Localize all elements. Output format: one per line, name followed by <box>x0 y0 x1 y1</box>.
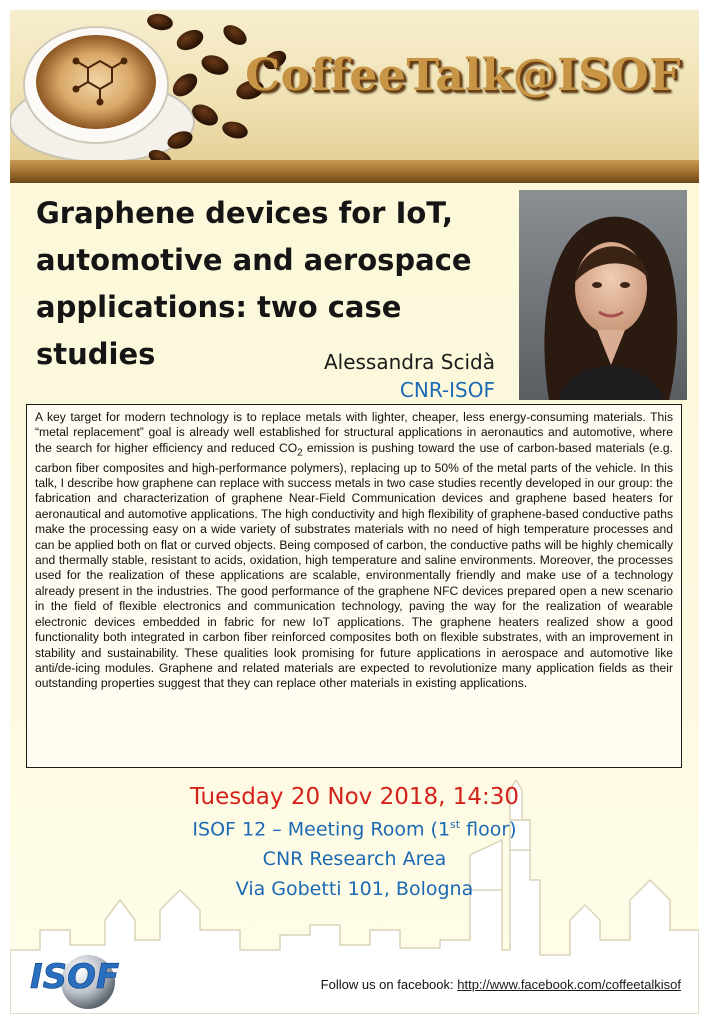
speaker-affiliation: CNR-ISOF <box>399 378 495 402</box>
event-room <box>10 818 699 840</box>
poster <box>10 10 699 1014</box>
event-area: CNR Research Area <box>262 848 447 870</box>
abstract-text-part2: emission is pushing toward the use of carbon-based materials (e.g. carbon fiber composites and high-performance polymers), replacing up to 50% of the metal parts of the vehicle. In this talk, I describe how graphene can replace with success metals in two case studies recently developed in our group: the fabrication and characterization of graphene Near-Field Communication devices and graphene based heaters for aeronautical and automotive applications. The high conductivity and high flexibility of graphene-based conductive paths make the processing easy on a wide variety of substrates materials with no need of high temperature processes and can be applied both on flat or curved objects. Being composed of carbon, the conductive paths will be highly chemically and thermally stable, resistant to acids, oxidation, high temperature and saline environments. Moreover, the processes used for the realization of these applications are scalable, environmentally friendly and make use of a technology already present in the industries. The good performance of the graphene NFC devices prepared open a new scenario in the field of flexible electronics and communication technology, paving the way for the realization of wearable electronic devices embedded in fabric for new IoT applications. The graphene heaters realized show a good functionality both integrated in carbon fiber reinforced composites both on flexible substrates, with an improvement in stability and sustainability. These qualities look promising for future applications in aerospace and automotive like anti/de-icing modules. Graphene and related materials are expected to revolutionize many application fields as their outstanding properties suggest that they can replace other materials in existing applications. <box>35 440 673 691</box>
isof-logo <box>24 940 142 1012</box>
event-room-suffix: floor) <box>460 818 517 841</box>
banner-stripe <box>10 160 699 183</box>
talk-title-line-3: applications: two case studies <box>36 290 402 371</box>
isof-logo-text: ISOF <box>30 957 120 997</box>
portrait-photo <box>519 190 687 400</box>
co2-subscript: 2 <box>297 447 303 459</box>
talk-title-line-1: Graphene devices for IoT, <box>36 196 453 230</box>
speaker-name: Alessandra Scidà <box>323 350 495 374</box>
header-banner <box>10 10 699 183</box>
follow-line <box>321 977 681 992</box>
event-address: Via Gobetti 101, Bologna <box>235 878 474 900</box>
abstract-box <box>26 404 682 768</box>
follow-label: Follow us on facebook: <box>320 977 458 992</box>
facebook-link[interactable]: http://www.facebook.com/coffeetalkisof <box>457 977 681 992</box>
talk-title-line-2: automotive and aerospace <box>36 243 472 277</box>
event-room-prefix: ISOF 12 – Meeting Room (1 <box>192 818 451 841</box>
banner-title: CoffeeTalk@ISOF <box>245 50 681 101</box>
event-datetime: Tuesday 20 Nov 2018, 14:30 <box>189 784 520 810</box>
event-room-sup: st <box>450 818 461 831</box>
abstract-text-part1: A key target for modern technology is to replace metals with lighter, cheaper, less energy-consuming materials. This “metal replacement” goal is already well established for structural applications in aeronautics and automotive, where the search for higher efficiency and reduced CO <box>35 410 673 455</box>
